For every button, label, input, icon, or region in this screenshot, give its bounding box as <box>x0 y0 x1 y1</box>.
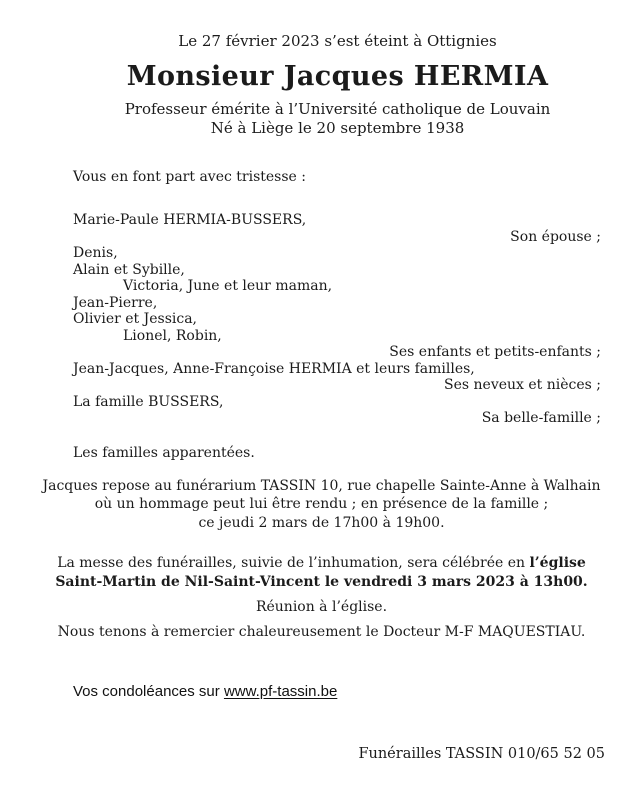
family-member: Alain et Sybille, <box>73 261 185 278</box>
funerarium-paragraph <box>0 477 643 533</box>
death-date-line: Le 27 février 2023 s’est éteint à Ottignies <box>178 32 497 50</box>
related-families-line: Les familles apparentées. <box>73 444 255 461</box>
family-member: Marie-Paule HERMIA-BUSSERS, <box>73 212 307 228</box>
family-member: Jean-Jacques, Anne-Françoise HERMIA et leurs familles, <box>73 360 475 377</box>
family-member: Olivier et Jessica, <box>73 311 197 327</box>
deceased-name: Monsieur Jacques HERMIA <box>126 61 549 92</box>
thanks-line: Nous tenons à remercier chaleureusement le Docteur M-F MAQUESTIAU. <box>57 624 586 640</box>
condolences-link[interactable]: www.pf-tassin.be <box>223 683 338 700</box>
family-member: Victoria, June et leur maman, <box>123 278 333 294</box>
mass-text-bold-church: l’église <box>529 555 586 571</box>
mass-paragraph <box>0 554 643 592</box>
reunion-line: Réunion à l’église. <box>255 599 388 615</box>
funerarium-line-2: où un hommage peut lui être rendu ; en présence de la famille ; <box>94 496 549 512</box>
mass-text-bold-date: Saint-Martin de Nil-Saint-Vincent le vendredi 3 mars 2023 à 13h00. <box>55 574 588 590</box>
family-member: Lionel, Robin, <box>123 327 222 344</box>
family-list <box>0 212 643 427</box>
funerarium-line-3: ce jeudi 2 mars de 17h00 à 19h00. <box>198 514 445 531</box>
funeral-home-contact: Funérailles TASSIN 010/65 52 05 <box>358 746 605 762</box>
condolences-line <box>0 682 643 701</box>
relation-label: Ses neveux et nièces ; <box>444 377 601 393</box>
family-member: Jean-Pierre, <box>73 294 158 311</box>
family-member: Denis, <box>73 245 118 261</box>
condolences-prefix: Vos condoléances sur <box>73 683 220 700</box>
header <box>0 32 643 138</box>
intro-line: Vous en font part avec tristesse : <box>73 169 306 185</box>
family-member: La famille BUSSERS, <box>73 393 224 410</box>
birth-line: Né à Liège le 20 septembre 1938 <box>210 119 465 137</box>
relation-label: Sa belle-famille ; <box>481 410 601 426</box>
relation-label: Ses enfants et petits-enfants ; <box>389 344 601 360</box>
profession-line: Professeur émérite à l’Université catholique de Louvain <box>124 100 551 118</box>
relation-label: Son épouse ; <box>510 228 601 245</box>
funerarium-line-1: Jacques repose au funérarium TASSIN 10, rue chapelle Sainte-Anne à Walhain <box>42 477 601 494</box>
mass-text-normal: La messe des funérailles, suivie de l’inhumation, sera célébrée en <box>57 555 526 571</box>
